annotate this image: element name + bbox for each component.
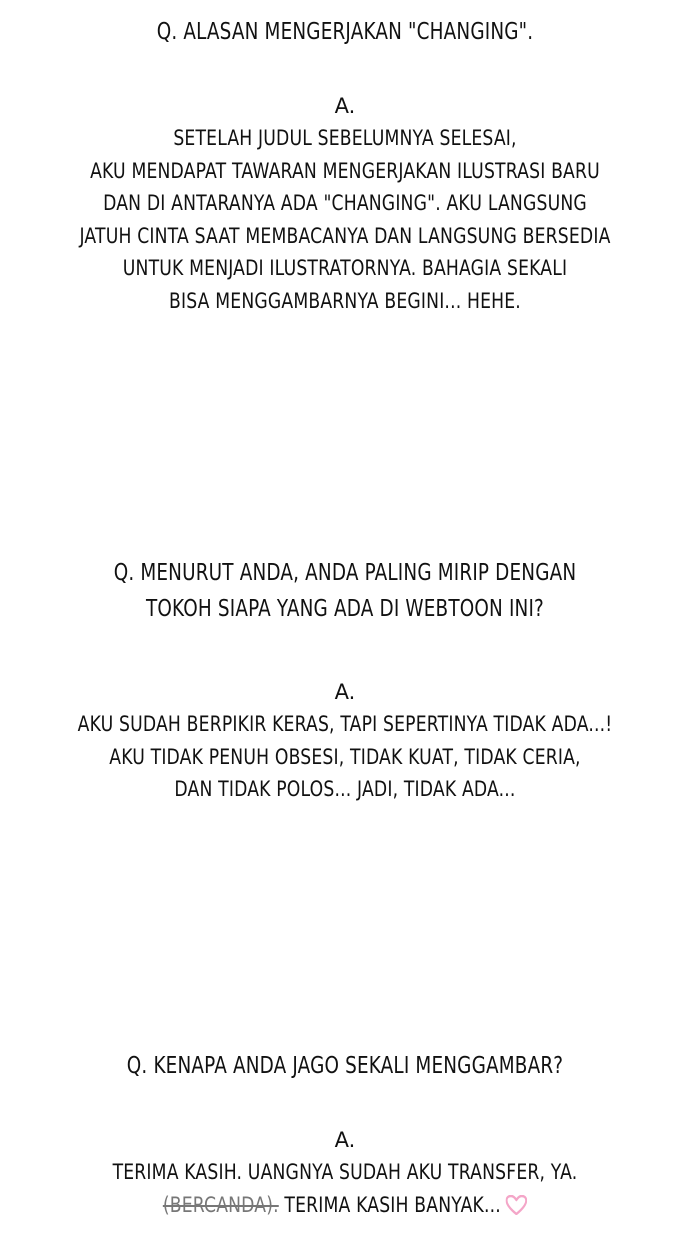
answer-1-line-3: DAN DI ANTARANYA ADA "CHANGING". AKU LANGSUNG <box>103 191 587 215</box>
answer-1 <box>0 90 690 317</box>
answer-1-line-6: BISA MENGGAMBARNYA BEGINI... HEHE. <box>169 288 521 313</box>
thank-you-text: TERIMA KASIH BANYAK... <box>278 1192 501 1217</box>
answer-2 <box>0 676 690 806</box>
answer-2-line-2: AKU TIDAK PENUH OBSESI, TIDAK KUAT, TIDAK CERIA, <box>109 744 581 769</box>
answer-2-label: A. <box>334 680 356 704</box>
answer-3 <box>0 1124 690 1221</box>
question-1 <box>0 14 690 50</box>
question-3-line-1: Q. KENAPA ANDA JAGO SEKALI MENGGAMBAR? <box>126 1053 564 1079</box>
question-2 <box>0 555 690 627</box>
question-2-line-1: Q. MENURUT ANDA, ANDA PALING MIRIP DENGAN <box>113 560 577 586</box>
answer-1-line-5: UNTUK MENJADI ILUSTRATORNYA. BAHAGIA SEKALI <box>122 256 568 280</box>
joking-struck-text: (BERCANDA). <box>162 1192 279 1217</box>
answer-1-line-4: JATUH CINTA SAAT MEMBACANYA DAN LANGSUNG BERSEDIA <box>79 223 611 248</box>
question-2-line-2: TOKOH SIAPA YANG ADA DI WEBTOON INI? <box>146 596 544 622</box>
answer-3-label: A. <box>334 1128 356 1152</box>
answer-2-line-1: AKU SUDAH BERPIKIR KERAS, TAPI SEPERTINYA TIDAK ADA...! <box>77 712 613 736</box>
answer-3-line-1: TERIMA KASIH. UANGNYA SUDAH AKU TRANSFER, YA. <box>112 1160 578 1184</box>
answer-3-line-2 <box>62 1189 628 1222</box>
question-1-line-1: Q. ALASAN MENGERJAKAN "CHANGING". <box>156 19 534 45</box>
answer-1-line-1: SETELAH JUDUL SEBELUMNYA SELESAI, <box>173 126 517 150</box>
answer-2-line-3: DAN TIDAK POLOS... JADI, TIDAK ADA... <box>174 777 516 801</box>
heart-icon <box>506 1192 527 1212</box>
answer-1-line-2: AKU MENDAPAT TAWARAN MENGERJAKAN ILUSTRASI BARU <box>90 158 600 183</box>
question-3 <box>0 1048 690 1084</box>
answer-1-label: A. <box>334 94 356 118</box>
